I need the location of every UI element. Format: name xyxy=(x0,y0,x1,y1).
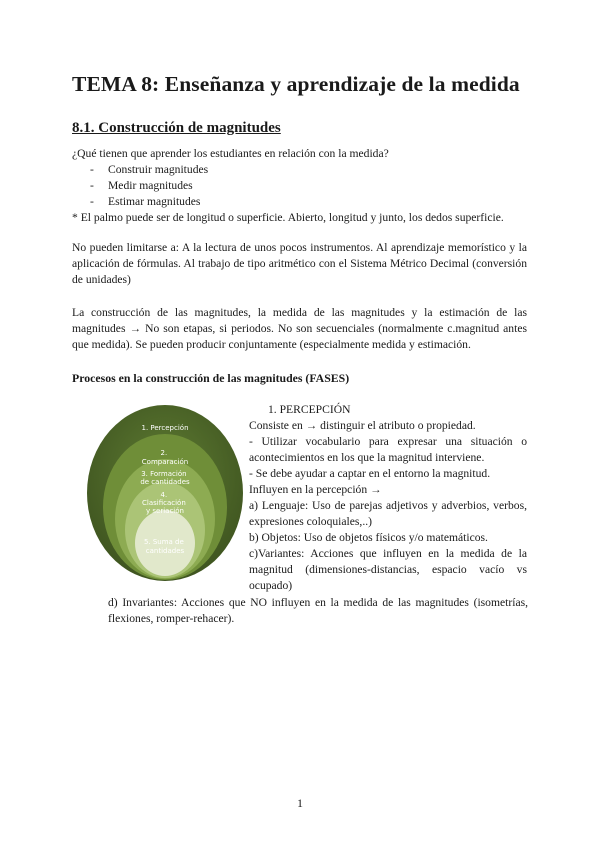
stage-label-5: 5. Suma de cantidades xyxy=(143,538,185,555)
processes-heading: Procesos en la construcción de las magnitudes (FASES) xyxy=(72,371,350,385)
stage-label-3: 3. Formación de cantidades xyxy=(140,470,190,486)
perception-line: - Utilizar vocabulario para expresar una situación o acontecimientos en los que la magnitud interviene. xyxy=(249,435,527,464)
perception-line: a) Lenguaje: Uso de parejas adjetivos y adverbios, verbos, expresiones coloquiales,..) xyxy=(249,499,527,528)
stage-label-1: 1. Percepción xyxy=(141,424,189,432)
list-item: - Construir magnitudes xyxy=(90,162,208,178)
invariants-paragraph: d) Invariantes: Acciones que NO influyen en la medida de las magnitudes (isometrías, flexiones, romper-rehacer). xyxy=(108,596,528,625)
perception-line: Consiste en → distinguir el atributo o propiedad. xyxy=(249,419,476,432)
page-title: TEMA 8: Enseñanza y aprendizaje de la medida xyxy=(72,72,520,96)
stages-diagram xyxy=(85,403,245,583)
limits-paragraph: No pueden limitarse a: A la lectura de unos pocos instrumentos. Al aprendizaje memorístico y la aplicación de fórmulas. Al trabajo de tipo aritmético con el Sistema Métrico Decimal (conversión de unidades) xyxy=(72,241,527,286)
perception-heading: 1. PERCEPCIÓN xyxy=(268,403,351,416)
learning-list xyxy=(90,162,208,210)
section-heading: 8.1. Construcción de magnitudes xyxy=(72,120,281,136)
page-number: 1 xyxy=(297,796,303,810)
perception-line: Influyen en la percepción → xyxy=(249,483,382,496)
list-item: - Medir magnitudes xyxy=(90,178,208,194)
stage-label-4: 4. Clasificación y seriación xyxy=(141,491,186,515)
intro-question: ¿Qué tienen que aprender los estudiantes en relación con la medida? xyxy=(72,147,389,160)
list-item: - Estimar magnitudes xyxy=(90,194,208,210)
perception-line: - Se debe ayudar a captar en el entorno la magnitud. xyxy=(249,467,491,480)
perception-line: c)Variantes: Acciones que influyen en la medida de la magnitud (dimensiones-distancias, espacio vacío vs ocupado) xyxy=(249,547,527,592)
nested-circles-figure xyxy=(85,403,245,583)
palm-note: * El palmo puede ser de longitud o superficie. Abierto, longitud y junto, los dedos superficie. xyxy=(72,211,504,224)
perception-line: b) Objetos: Uso de objetos físicos y/o matemáticos. xyxy=(249,531,488,544)
stage-label-2: 2. Comparación xyxy=(141,449,189,466)
construction-paragraph: La construcción de las magnitudes, la medida de las magnitudes y la estimación de las magnitudes → No son etapas, si periodos. No son secuenciales (normalmente c.magnitud antes que medida). Se pueden producir conjuntamente (especialmente medida y estimación. xyxy=(72,306,527,351)
